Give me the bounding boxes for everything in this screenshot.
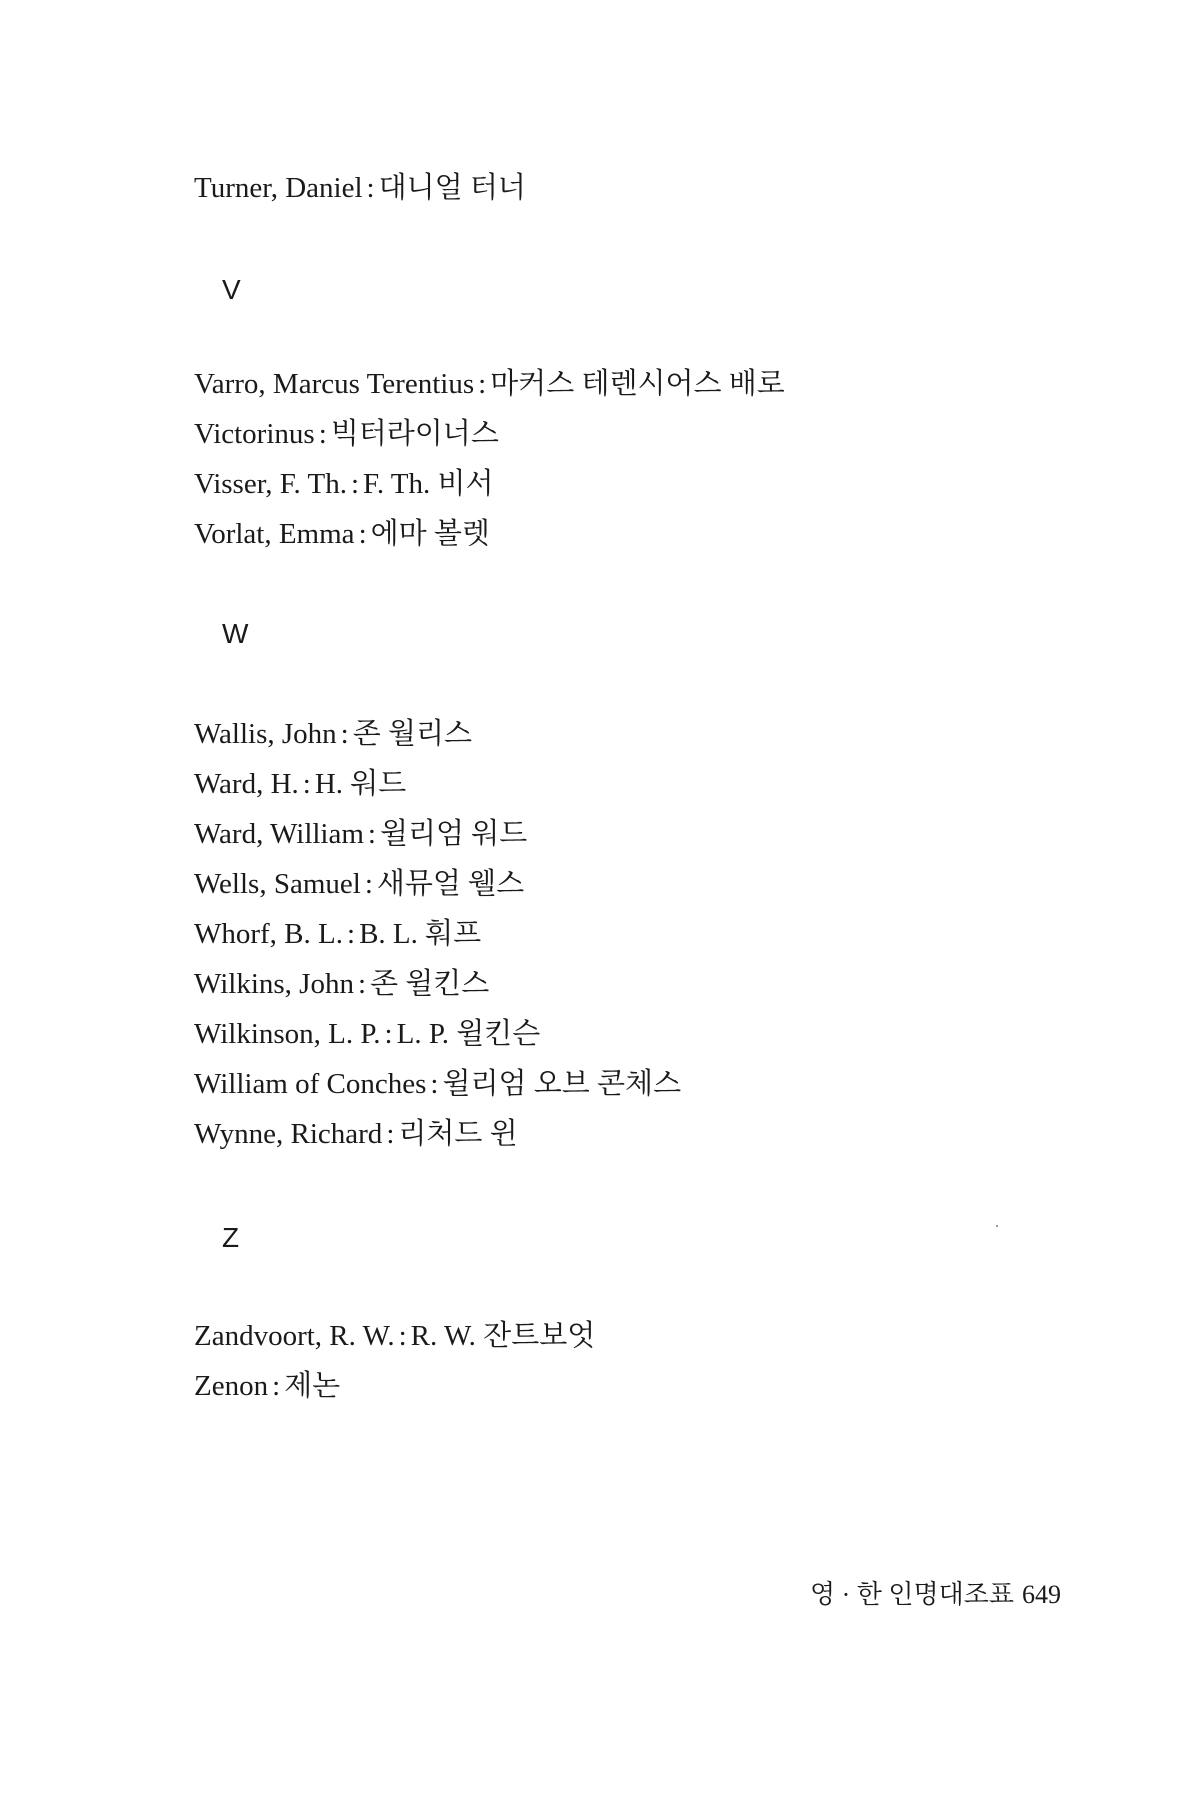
entry-korean-name: B. L. 훠프 bbox=[359, 918, 482, 950]
entry-english-name: Wilkins, John bbox=[194, 968, 354, 1000]
section-letter-v: V bbox=[222, 274, 241, 305]
entry-separator: : bbox=[430, 1068, 439, 1100]
entry-english-name: Zenon bbox=[194, 1370, 269, 1402]
entry-separator: : bbox=[357, 968, 367, 1000]
index-entry bbox=[194, 1318, 595, 1354]
entry-english-name: Turner, Daniel bbox=[194, 172, 363, 204]
entry-english-name: Varro, Marcus Terentius bbox=[194, 368, 475, 400]
entry-separator: : bbox=[272, 1370, 281, 1402]
index-entry bbox=[194, 516, 490, 552]
entry-separator: : bbox=[386, 1118, 395, 1150]
entry-korean-name: H. 워드 bbox=[314, 768, 407, 800]
entry-korean-name: 리처드 윈 bbox=[398, 1118, 518, 1150]
index-entry bbox=[194, 866, 524, 902]
index-entry bbox=[194, 816, 527, 852]
entry-separator: : bbox=[350, 468, 360, 500]
entry-english-name: Vorlat, Emma bbox=[194, 518, 355, 550]
entry-separator: : bbox=[347, 918, 356, 950]
index-entry bbox=[194, 966, 489, 1002]
index-entry bbox=[194, 1116, 518, 1152]
index-entry bbox=[194, 416, 499, 452]
entry-english-name: Zandvoort, R. W. bbox=[194, 1320, 395, 1352]
entry-korean-name: 존 월리스 bbox=[352, 718, 473, 750]
entry-separator: : bbox=[302, 768, 311, 800]
entry-korean-name: 윌리엄 오브 콘체스 bbox=[442, 1068, 682, 1100]
index-entry bbox=[194, 1368, 340, 1404]
index-entry bbox=[194, 1066, 681, 1102]
index-entry bbox=[194, 766, 406, 802]
entry-english-name: Ward, William bbox=[194, 818, 364, 850]
entry-separator: : bbox=[398, 1320, 407, 1352]
entry-separator: : bbox=[358, 518, 367, 550]
index-entry bbox=[194, 716, 472, 752]
entry-separator: : bbox=[366, 172, 375, 204]
entry-english-name: Wells, Samuel bbox=[194, 868, 361, 900]
index-entry bbox=[194, 366, 785, 402]
entry-separator: : bbox=[478, 368, 487, 400]
entry-korean-name: 새뮤얼 웰스 bbox=[376, 868, 525, 900]
entry-english-name: Whorf, B. L. bbox=[194, 918, 343, 950]
index-entry bbox=[194, 1016, 540, 1052]
entry-separator: : bbox=[318, 418, 327, 450]
index-entry bbox=[194, 170, 526, 206]
scan-speck bbox=[996, 1225, 998, 1227]
entry-english-name: Wynne, Richard bbox=[194, 1118, 383, 1150]
entry-separator: : bbox=[364, 868, 373, 900]
entry-separator: : bbox=[384, 1018, 393, 1050]
footer-title: 영 · 한 인명대조표 bbox=[810, 1580, 1014, 1609]
entry-english-name: Visser, F. Th. bbox=[194, 468, 347, 500]
entry-korean-name: 에마 볼렛 bbox=[370, 518, 490, 550]
entry-english-name: Wilkinson, L. P. bbox=[194, 1018, 381, 1050]
entry-english-name: Ward, H. bbox=[194, 768, 299, 800]
entry-separator: : bbox=[367, 818, 376, 850]
page-number: 649 bbox=[1021, 1580, 1061, 1609]
entry-korean-name: 윌리엄 워드 bbox=[379, 818, 528, 850]
section-letter-w: W bbox=[222, 618, 249, 649]
entry-korean-name: 제논 bbox=[284, 1370, 341, 1402]
section-letter-z: Z bbox=[222, 1222, 240, 1253]
entry-korean-name: R. W. 잔트보엇 bbox=[410, 1320, 596, 1352]
entry-korean-name: 존 윌킨스 bbox=[370, 968, 490, 1000]
index-entry bbox=[194, 916, 481, 952]
entry-korean-name: 마커스 테렌시어스 배로 bbox=[490, 368, 785, 400]
page-footer bbox=[810, 1577, 1060, 1613]
entry-english-name: Victorinus bbox=[194, 418, 315, 450]
entry-korean-name: F. Th. 비서 bbox=[363, 468, 494, 500]
entry-korean-name: 대니얼 터너 bbox=[378, 172, 526, 204]
entry-korean-name: 빅터라이너스 bbox=[330, 418, 499, 450]
index-entry bbox=[194, 466, 494, 502]
entry-english-name: William of Conches bbox=[194, 1068, 427, 1100]
entry-english-name: Wallis, John bbox=[194, 718, 337, 750]
entry-separator: : bbox=[340, 718, 349, 750]
entry-korean-name: L. P. 윌킨슨 bbox=[396, 1018, 541, 1050]
